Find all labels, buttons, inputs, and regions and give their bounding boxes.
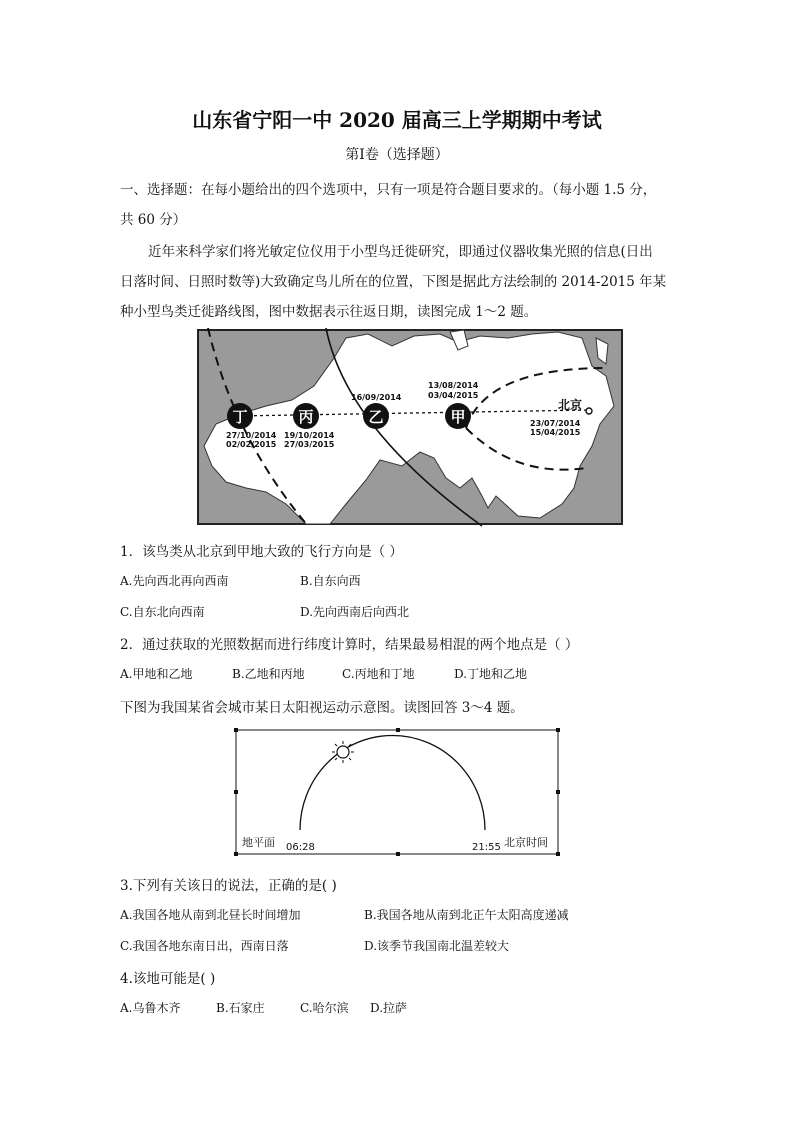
q2-option-b: B.乙地和丙地 [232, 667, 305, 681]
point-yi-date1: 16/09/2014 [351, 393, 402, 402]
point-ding-date1: 27/10/2014 [226, 431, 277, 440]
point-bing-date1: 19/10/2014 [284, 431, 335, 440]
sun-icon [332, 741, 354, 763]
section-instruction-line2: 共 60 分） [120, 212, 187, 228]
point-yi-label: 乙 [368, 408, 384, 426]
q2-option-a: A.甲地和乙地 [120, 667, 193, 681]
q3-option-c: C.我国各地东南日出，西南日落 [120, 939, 289, 953]
point-jia-date2: 03/04/2015 [428, 391, 479, 400]
migration-map [196, 328, 626, 528]
q2-option-d: D.丁地和乙地 [454, 667, 528, 681]
point-ding-label: 丁 [232, 408, 248, 426]
beijing-label: 北京 [558, 398, 583, 412]
point-jia-label: 甲 [450, 408, 466, 426]
page-subtitle: 第Ⅰ卷（选择题） [345, 147, 449, 163]
q2-stem: 2．通过获取的光照数据而进行纬度计算时，结果最易相混的两个地点是（ ） [120, 637, 579, 653]
q3-option-d: D.该季节我国南北温差较大 [364, 939, 510, 953]
q1-option-a: A.先向西北再向西南 [120, 574, 229, 588]
page-title: 山东省宁阳一中 2020 届高三上学期期中考试 [192, 108, 602, 132]
horizon-label: 地平面 [242, 836, 275, 849]
q4-option-a: A.乌鲁木齐 [120, 1001, 181, 1015]
beijing-date1: 23/07/2014 [530, 419, 581, 428]
sun-diagram-intro: 下图为我国某省会城市某日太阳视运动示意图。读图回答 3～4 题。 [120, 700, 524, 716]
q3-stem: 3.下列有关该日的说法，正确的是( ) [120, 878, 337, 894]
q4-option-b: B.石家庄 [216, 1001, 265, 1015]
q1-stem: 1．该鸟类从北京到甲地大致的飞行方向是（ ） [120, 544, 403, 560]
sun-path-diagram [230, 726, 564, 862]
point-bing-label: 丙 [298, 408, 314, 426]
q3-option-a: A.我国各地从南到北昼长时间增加 [120, 908, 301, 922]
q1-option-b: B.自东向西 [300, 574, 361, 588]
q2-option-c: C.丙地和丁地 [342, 667, 415, 681]
q1-option-d: D.先向西南后向西北 [300, 605, 410, 619]
intro-line3: 种小型鸟类迁徙路线图，图中数据表示往返日期，读图完成 1～2 题。 [120, 304, 538, 320]
sunrise-time: 06:28 [286, 842, 315, 853]
point-bing-date2: 27/03/2015 [284, 440, 335, 449]
q4-option-d: D.拉萨 [370, 1001, 408, 1015]
sunset-time: 21:55 [472, 842, 501, 853]
q1-option-c: C.自东北向西南 [120, 605, 205, 619]
section-instruction-line1: 一、选择题：在每小题给出的四个选项中，只有一项是符合题目要求的。（每小题 1.5 分， [120, 182, 657, 198]
intro-line2: 日落时间、日照时数等)大致确定鸟儿所在的位置，下图是据此方法绘制的 2014-2015 年某 [120, 274, 667, 290]
beijing-date2: 15/04/2015 [530, 428, 581, 437]
q4-option-c: C.哈尔滨 [300, 1001, 349, 1015]
q3-option-b: B.我国各地从南到北正午太阳高度递减 [364, 908, 569, 922]
point-ding-date2: 02/02/2015 [226, 440, 277, 449]
intro-line1: 近年来科学家们将光敏定位仪用于小型鸟迁徙研究，即通过仪器收集光照的信息(日出 [148, 244, 653, 260]
time-label: 北京时间 [504, 836, 548, 849]
sun-path-arc [300, 735, 485, 830]
point-jia-date1: 13/08/2014 [428, 381, 479, 390]
q4-stem: 4.该地可能是( ) [120, 971, 216, 987]
